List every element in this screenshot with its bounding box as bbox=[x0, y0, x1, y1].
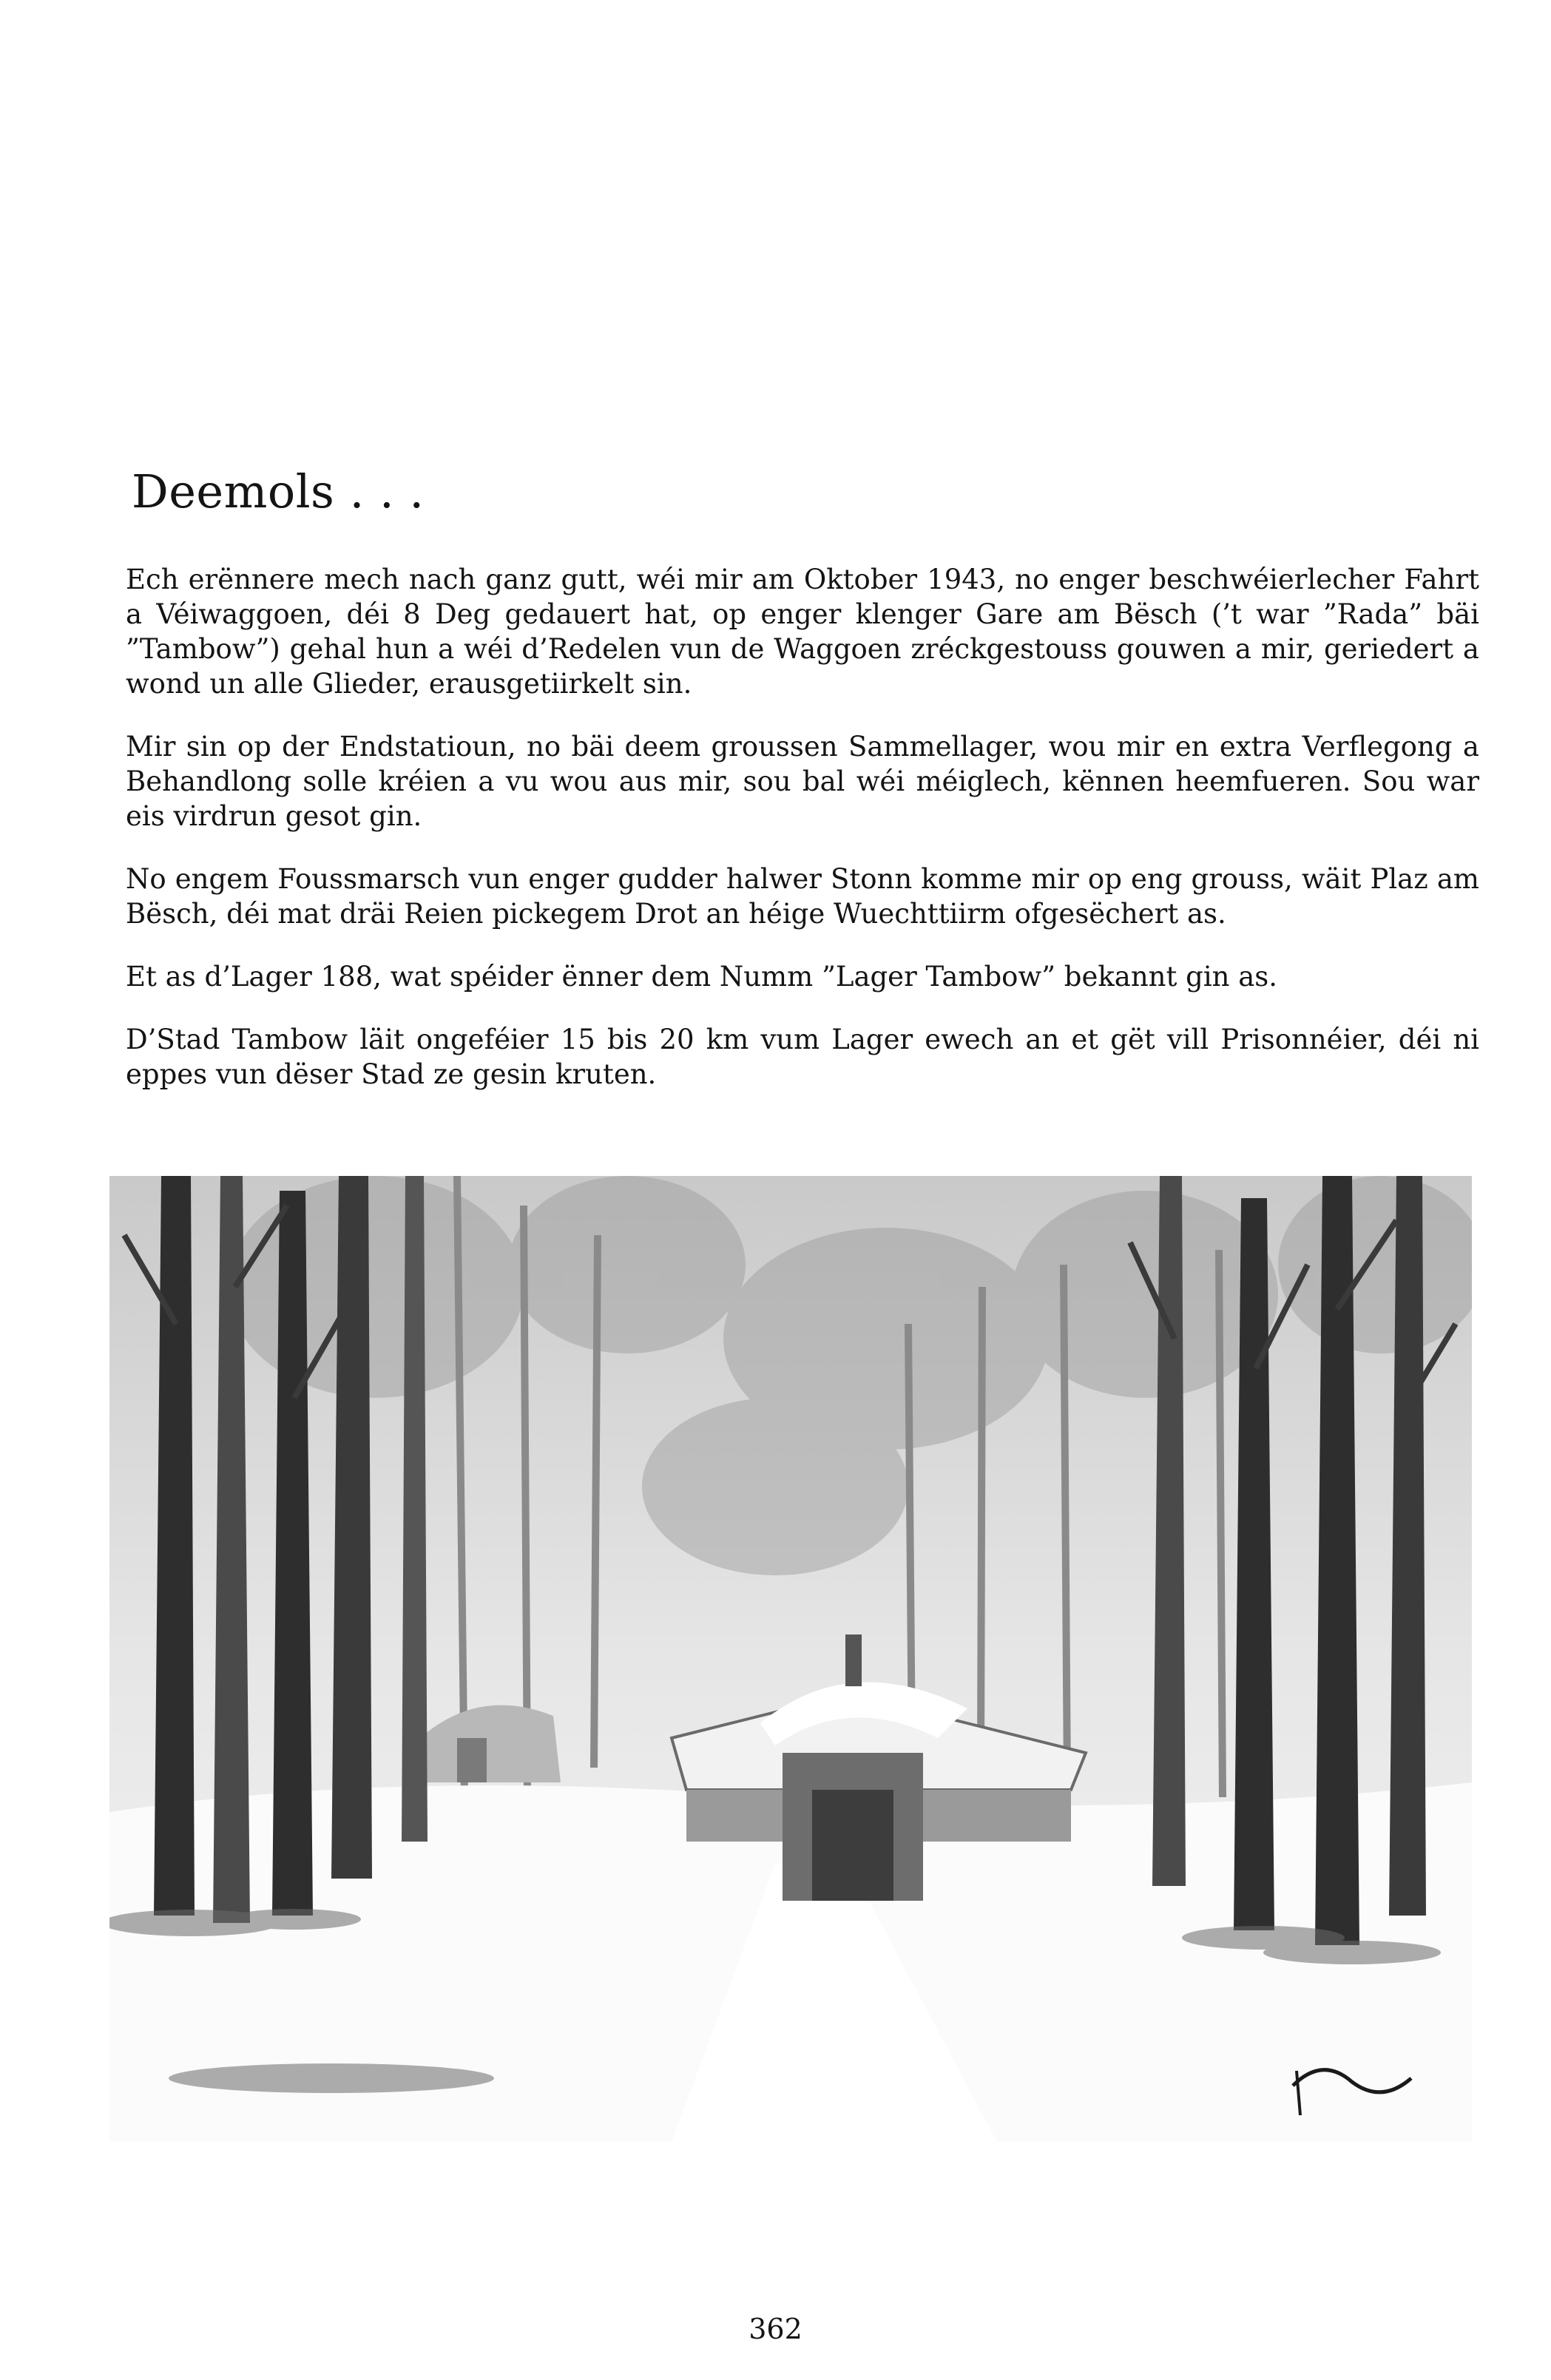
paragraph-3: No engem Foussmarsch vun enger gudder halwer Stonn komme mir op eng grouss, wäit Plaz am Bësch, déi mat dräi Reien pickegem Drot an héige Wuechttiirm ofgesëchert as. bbox=[126, 863, 1479, 930]
paragraph-5: D’Stad Tambow läit ongeféier 15 bis 20 km vum Lager ewech an et gët vill Prisonnéier, déi ni eppes vun dëser Stad ze gesin kruten. bbox=[126, 1024, 1479, 1090]
winter-forest-illustration bbox=[109, 1176, 1472, 2142]
page-number: 362 bbox=[749, 2313, 802, 2345]
paragraph-1: Ech erënnere mech nach ganz gutt, wéi mir am Oktober 1943, no enger beschwéierlecher Fahrt a Véiwaggoen, déi 8 Deg gedauert hat, op enger klenger Gare am Bësch (’t war ”Rada” bäi ”Tambow”) gehal hun a wéi d’Redelen vun de Waggoen zréckgestouss gouwen a mir, geriedert a wond un alle Glieder, erausgetiirkelt sin. bbox=[126, 564, 1479, 700]
illustration-drawing bbox=[109, 1176, 1472, 2142]
paragraph-2: Mir sin op der Endstatioun, no bäi deem groussen Sammellager, wou mir en extra Verflegong a Behandlong solle kréien a vu wou aus mir, sou bal wéi méiglech, kënnen heemfueren. Sou war eis virdrun gesot gin. bbox=[126, 731, 1479, 832]
paragraph-4: Et as d’Lager 188, wat spéider ënner dem Numm ”Lager Tambow” bekannt gin as. bbox=[126, 961, 1278, 993]
page-heading: Deemols . . . bbox=[132, 464, 425, 518]
body-text bbox=[126, 562, 1479, 1120]
